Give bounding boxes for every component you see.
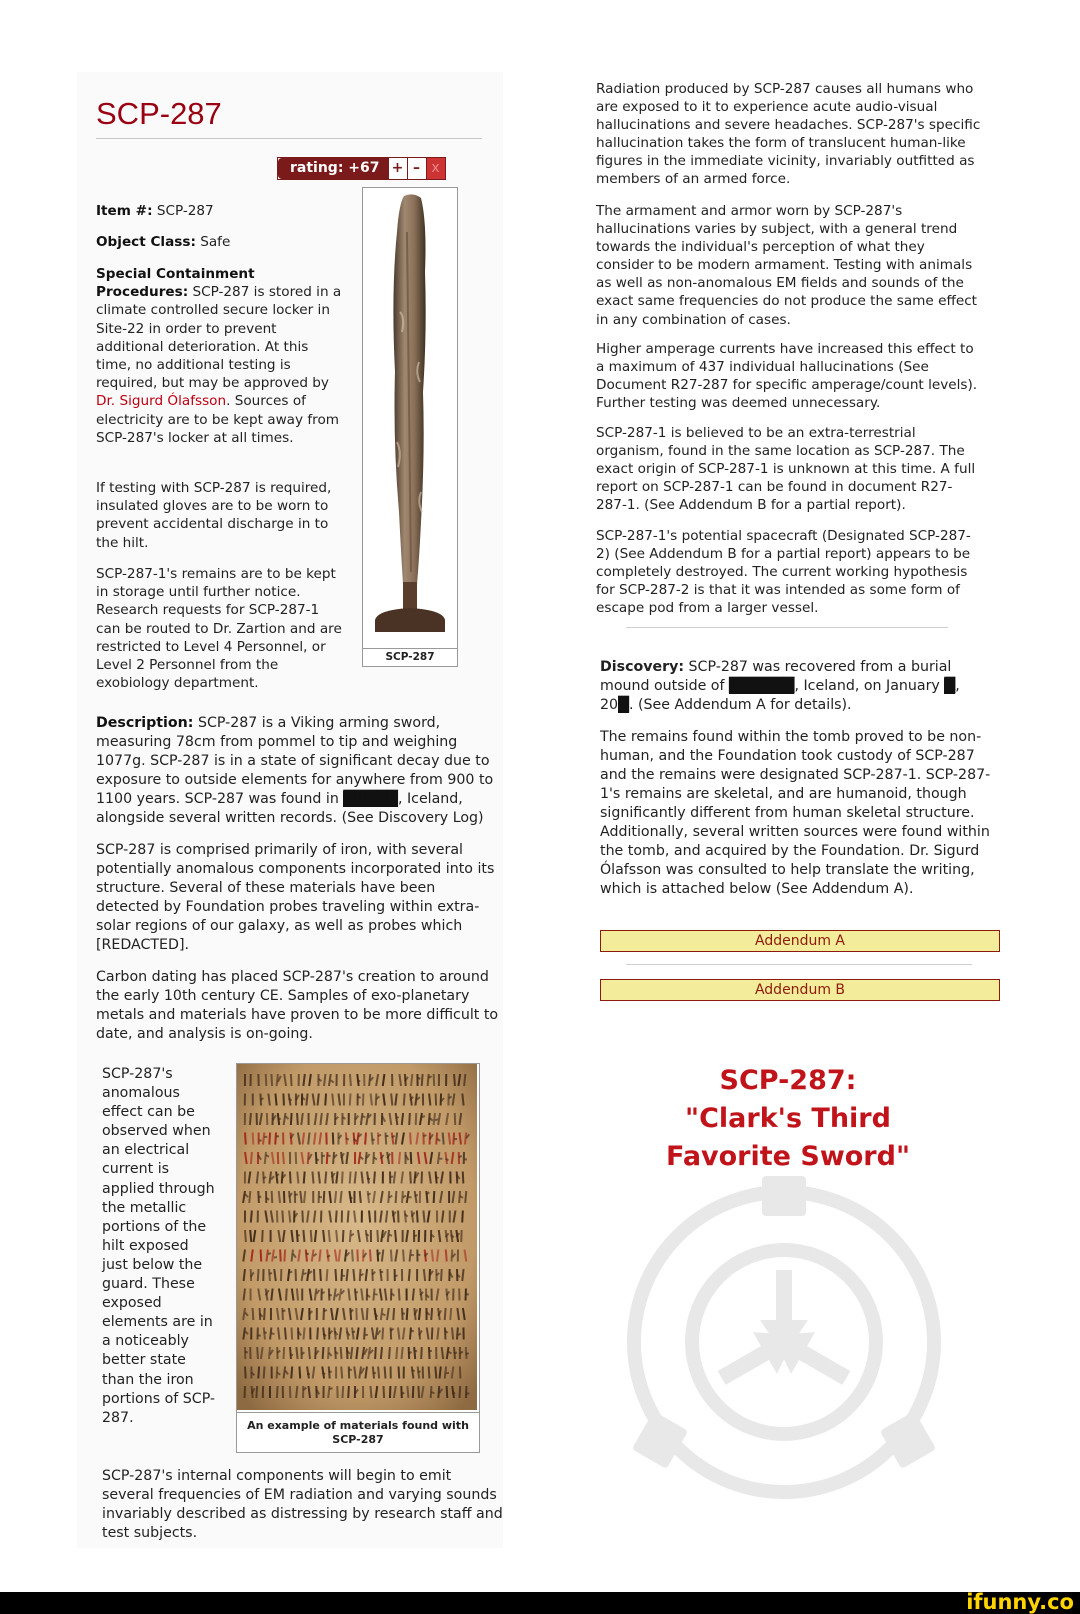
rating-module [277, 157, 446, 180]
runes-manuscript-image [237, 1064, 477, 1410]
right-para-4: SCP-287-1 is believed to be an extra-terrestrial organism, found in the same location as SCP-287. The exact origin of SCP-287-1 is unknown at this time. A full report on SCP-287-1 can be found in document R27-287-1. (See Addendum B for a partial report). [596, 425, 976, 514]
right-para-2: The armament and armor worn by SCP-287's hallucinations varies by subject, with a general trend towards the individual's perception of what they consider to be modern armament. Testing with animals as well as non-anomalous EM fields and sounds of the exact same frequencies do not produce the same effect in any combination of cases. [596, 203, 977, 328]
containment-para-2: If testing with SCP-287 is required, insulated gloves are to be worn to prevent accidental discharge in to the hilt. [96, 480, 332, 551]
discovery-para-2: The remains found within the tomb proved to be non-human, and the Foundation took custody of SCP-287 and the remains were designated SCP-287-1. SCP-287-1's remains are skeletal, and are humanoid, though significantly different from human skeletal structure. Additionally, several written sources were found within the tomb, and acquired by the Foundation. Dr. Sigurd Ólafsson was consulted to help translate the writing, which is attached below (See Addendum A). [600, 729, 991, 897]
description-para-2: SCP-287 is comprised primarily of iron, with several potentially anomalous components incorporated into its structure. Several of these materials have been detected by Foundation probes traveling within extra-solar regions of our galaxy, as well as probes which [REDACTED]. [96, 842, 495, 953]
containment-para-3: SCP-287-1's remains are to be kept in storage until further notice. Research requests for SCP-287-1 can be routed to Dr. Zartion and are restricted to Level 4 Personnel, or Level 2 Personnel from the exobiology department. [96, 566, 342, 692]
item-number: Item #: SCP-287 [96, 203, 214, 219]
meme-line-3: Favorite Sword" [665, 1141, 911, 1172]
page-title: SCP-287 [96, 96, 222, 131]
rate-down-button[interactable]: – [407, 158, 426, 179]
footer-bar [0, 1592, 1080, 1614]
sword-figure [362, 187, 458, 667]
right-para-1: Radiation produced by SCP-287 causes all humans who are exposed to it to experience acute audio-visual hallucinations and severe headaches. SCP-287's specific hallucination takes the form of translucent human-like figures in the immediate vicinity, invariably outfitted as members of an armed force. [596, 81, 981, 188]
description-para-3: Carbon dating has placed SCP-287's creation to around the early 10th century CE. Samples of exo-planetary metals and materials have proven to be more difficult to date, and analysis is on-going. [96, 969, 499, 1042]
right-para-5: SCP-287-1's potential spacecraft (Designated SCP-287-2) (See Addendum B for a partial report) appears to be completely destroyed. The current working hypothesis for SCP-287-2 is that it was intended as some form of escape pod from a larger vessel. [596, 528, 971, 617]
rate-cancel-button[interactable]: x [426, 158, 445, 179]
section-divider [626, 627, 948, 628]
right-para-3: Higher amperage currents have increased this effect to a maximum of 437 individual hallucinations (See Document R27-287 for specific amperage/count levels). Further testing was deemed unnecessary. [596, 341, 978, 412]
object-class: Object Class: Safe [96, 234, 231, 250]
title-divider [96, 138, 482, 139]
discovery: Discovery: SCP-287 was recovered from a burial mound outside of ██████, Iceland, on January █, 20█. (See Addendum A for details). [600, 659, 960, 713]
addendum-a-toggle[interactable]: Addendum A [600, 930, 1000, 952]
rating-label: rating: +67 [278, 158, 388, 179]
ifunny-watermark: ifunny.co [966, 1590, 1074, 1614]
sword-image [367, 192, 453, 648]
runes-caption: An example of materials found with SCP-287 [237, 1412, 479, 1452]
description: Description: SCP-287 is a Viking arming sword, measuring 78cm from pommel to tip and weighing 1077g. SCP-287 is in a state of significant decay due to exposure to outside elements for anywhere from 900 to 1100 years. SCP-287 was found in █████, Iceland, alongside several written records. (See Discovery Log) [96, 715, 494, 826]
olafsson-link[interactable]: Dr. Sigurd Ólafsson [96, 393, 227, 410]
sword-caption: SCP-287 [363, 648, 457, 666]
description-para-4-wrapped: SCP-287's anomalous effect can be observed when an electrical current is applied through the metallic portions of the hilt exposed just below the guard. These exposed elements are in a noticeably better state than the iron portions of SCP-287. [102, 1066, 216, 1426]
containment-procedures: Special Containment Procedures: SCP-287 is stored in a climate controlled secure locker in Site-22 in order to prevent additional deterioration. At this time, no additional testing is required, but may be approved by Dr. Sigurd Ólafsson. Sources of electricity are to be kept away from SCP-287's locker at all times. [96, 266, 342, 446]
meme-line-2: "Clark's Third [685, 1103, 891, 1134]
rate-up-button[interactable]: + [388, 158, 407, 179]
meme-line-1: SCP-287: [719, 1065, 857, 1096]
addendum-divider [626, 964, 972, 965]
meme-caption [620, 1062, 956, 1176]
description-para-4-rest: SCP-287's internal components will begin to emit several frequencies of EM radiation and varying sounds invariably described as distressing by research staff and test subjects. [102, 1468, 503, 1541]
scp-logo-icon [616, 1170, 952, 1506]
addendum-b-toggle[interactable]: Addendum B [600, 979, 1000, 1001]
runes-figure [236, 1063, 480, 1453]
